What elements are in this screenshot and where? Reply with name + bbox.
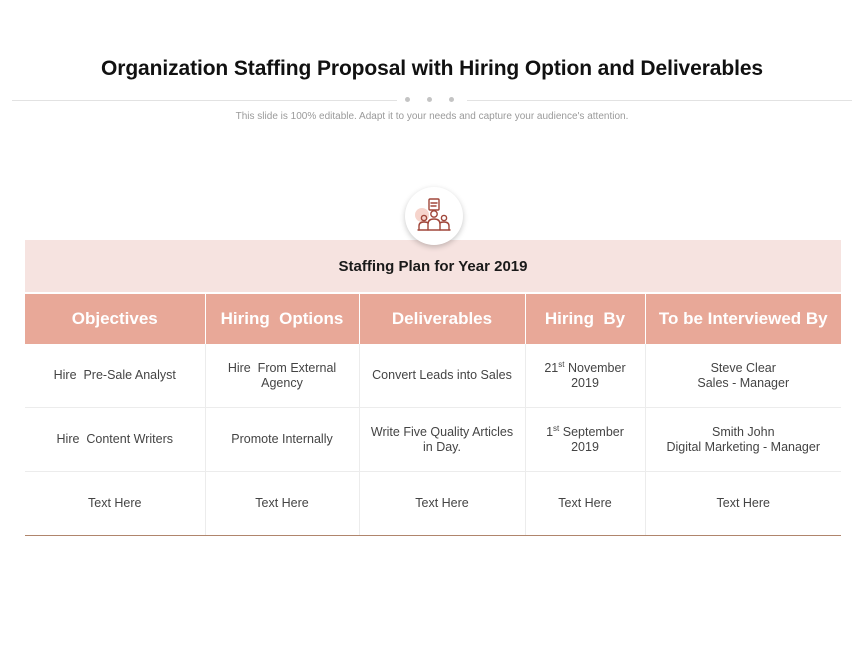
column-header-objectives: Objectives xyxy=(25,294,205,344)
date-day: 1 xyxy=(546,424,554,439)
cell-interviewer: Text Here xyxy=(645,472,841,536)
date-day: 21 xyxy=(544,360,559,375)
date-year: 2019 xyxy=(571,375,599,390)
cell-deliverable: Write Five Quality Articles in Day. xyxy=(359,408,525,472)
column-header-hiring-options: Hiring Options xyxy=(205,294,359,344)
column-header-deliverables: Deliverables xyxy=(359,294,525,344)
team-hiring-icon xyxy=(414,196,454,236)
cell-hiring-option: Text Here xyxy=(205,472,359,536)
team-hiring-icon-badge xyxy=(405,187,463,245)
interviewer-role: Sales - Manager xyxy=(697,375,790,390)
cell-hiring-option: Promote Internally xyxy=(205,408,359,472)
divider-dots xyxy=(405,97,465,103)
table-row xyxy=(25,408,841,472)
date-month: November xyxy=(567,360,626,375)
column-header-interviewer: To be Interviewed By xyxy=(645,294,841,344)
divider-dot xyxy=(449,97,454,102)
date-suffix: st xyxy=(558,359,565,369)
date-suffix: st xyxy=(553,423,560,433)
staffing-table xyxy=(25,294,841,536)
table-row xyxy=(25,472,841,536)
divider-dot xyxy=(405,97,410,102)
page-subtitle: This slide is 100% editable. Adapt it to your needs and capture your audience's attention. xyxy=(235,111,629,122)
cell-deliverable: Convert Leads into Sales xyxy=(359,344,525,408)
cell-objective: Hire Pre-Sale Analyst xyxy=(25,344,205,408)
date-year: 2019 xyxy=(571,439,599,454)
interviewer-name: Steve Clear xyxy=(710,360,776,375)
date-month: September xyxy=(562,424,624,439)
cell-objective: Text Here xyxy=(25,472,205,536)
cell-hiring-by: Text Here xyxy=(525,472,645,536)
staffing-plan-banner xyxy=(25,240,841,292)
table-header-row xyxy=(25,294,841,344)
column-header-hiring-by: Hiring By xyxy=(525,294,645,344)
interviewer-name: Smith John xyxy=(711,424,775,439)
page-title: Organization Staffing Proposal with Hiring Option and Deliverables xyxy=(101,57,763,80)
cell-deliverable: Text Here xyxy=(359,472,525,536)
cell-hiring-option: Hire From External Agency xyxy=(205,344,359,408)
cell-interviewer xyxy=(645,344,841,408)
cell-hiring-by xyxy=(525,344,645,408)
title-divider-right xyxy=(467,100,852,101)
title-divider-left xyxy=(12,100,397,101)
cell-interviewer xyxy=(645,408,841,472)
divider-dot xyxy=(427,97,432,102)
cell-hiring-by xyxy=(525,408,645,472)
cell-objective: Hire Content Writers xyxy=(25,408,205,472)
table-row xyxy=(25,344,841,408)
interviewer-role: Digital Marketing - Manager xyxy=(666,439,821,454)
banner-title: Staffing Plan for Year 2019 xyxy=(338,258,528,275)
